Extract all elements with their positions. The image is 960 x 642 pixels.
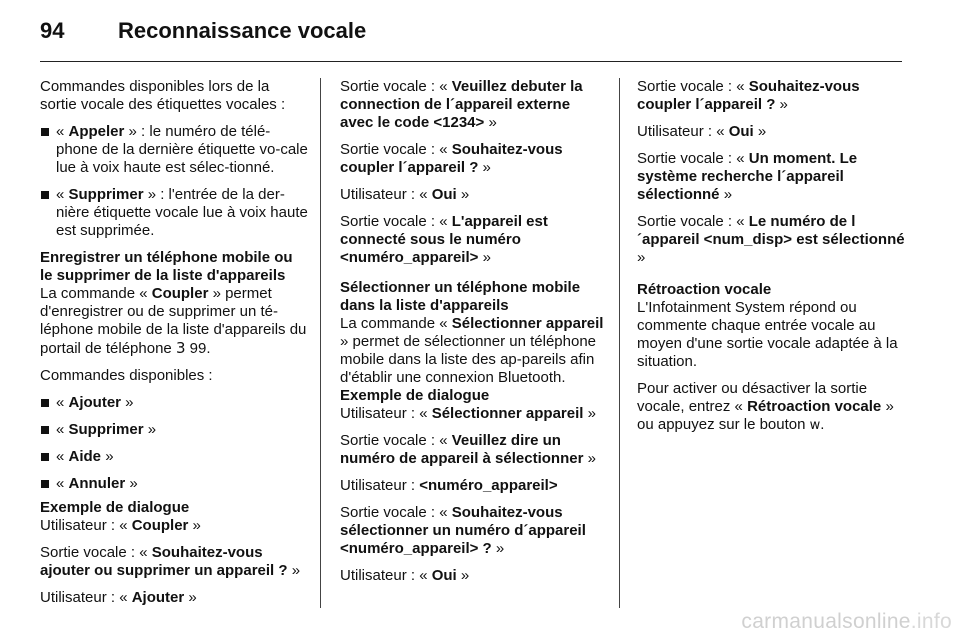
page-title: Reconnaissance vocale [118,18,367,43]
dialogue-line: Sortie vocale : « Souhaitez-vous coupler l´appareil ? » [637,78,860,113]
dialogue-line: Utilisateur : « Oui » [637,123,767,140]
commands-label: Commandes disponibles : [40,367,213,384]
dialogue-line: Sortie vocale : « Souhaitez-vous coupler l´appareil ? » [340,141,563,176]
bullet-ajouter: « Ajouter » [40,394,308,412]
dialogue-line: Utilisateur : « Coupler » [40,517,201,534]
bullet-supprimer-cmd: « Supprimer » [40,421,308,439]
body-paragraph: Pour activer ou désactiver la sortie vocale, entrez « Rétroaction vocale » ou appuyez sur le bouton w. [637,380,894,433]
dialogue-line: Utilisateur : « Ajouter » [40,589,197,606]
column-divider-1 [320,78,321,608]
bullet-annuler: « Annuler » [40,475,308,493]
section-heading: Rétroaction vocale [637,281,772,298]
intro-paragraph: Commandes disponibles lors de la sortie vocale des étiquettes vocales : [40,78,286,113]
body-paragraph: La commande « Coupler » permet d'enregistrer ou de supprimer un té-léphone mobile de la liste d'appareils du portail de téléphone 3 99. [40,285,307,357]
dialogue-line: Sortie vocale : « Souhaitez-vous ajouter ou supprimer un appareil ? » [40,544,301,579]
section-heading: Sélectionner un téléphone mobile dans la liste d'appareils [340,279,581,314]
bullet-appeler: « Appeler » : le numéro de télé-phone de la dernière étiquette vo-cale lue à voix haute est sélec-tionné. [40,123,308,177]
dialogue-line: Utilisateur : « Oui » [340,567,470,584]
column-1 [40,78,308,616]
voice-button-icon: w [809,418,821,433]
page-number: 94 [40,18,65,43]
header-divider [40,61,902,62]
column-3 [637,78,905,444]
dialogue-line: Utilisateur : « Oui » [340,186,470,203]
dialogue-line: Sortie vocale : « Souhaitez-vous sélectionner un numéro d´appareil <numéro_appareil> ? » [340,504,586,557]
bullet-aide: « Aide » [40,448,308,466]
dialogue-line: Sortie vocale : « Veuillez debuter la connection de l´appareil externe avec le code <1234> » [340,78,583,131]
dialogue-line: Sortie vocale : « Veuillez dire un numéro de appareil à sélectionner » [340,432,596,467]
section-heading: Enregistrer un téléphone mobile ou le supprimer de la liste d'appareils [40,249,293,284]
dialogue-line: Sortie vocale : « Un moment. Le système recherche l´appareil sélectionné » [637,150,858,203]
dialogue-line: Sortie vocale : « Le numéro de l´appareil <num_disp> est sélectionné » [637,213,905,266]
page-reference-arrow-icon: 3 [175,339,186,357]
bullet-supprimer: « Supprimer » : l'entrée de la der-nière étiquette vocale lue à voix haute est supprimée. [40,186,308,240]
section-heading: Exemple de dialogue [40,499,190,516]
watermark: carmanualsonline.info [741,610,952,633]
column-2 [340,78,606,594]
dialogue-line: Utilisateur : <numéro_appareil> [340,477,558,494]
section-heading: Exemple de dialogue [340,387,490,404]
command-term: Supprimer [68,186,144,203]
body-paragraph: L'Infotainment System répond ou commente chaque entrée vocale au moyen d'une sortie vocale adaptée à la situation. [637,299,898,370]
dialogue-line: Sortie vocale : « L'appareil est connecté sous le numéro <numéro_appareil> » [340,213,548,266]
dialogue-line: Utilisateur : « Sélectionner appareil » [340,405,596,422]
body-paragraph: La commande « Sélectionner appareil » permet de sélectionner un téléphone mobile dans la liste des ap-pareils afin d'établir une connexion Bluetooth. [340,315,604,386]
column-divider-2 [619,78,620,608]
command-term: Appeler [68,123,125,140]
